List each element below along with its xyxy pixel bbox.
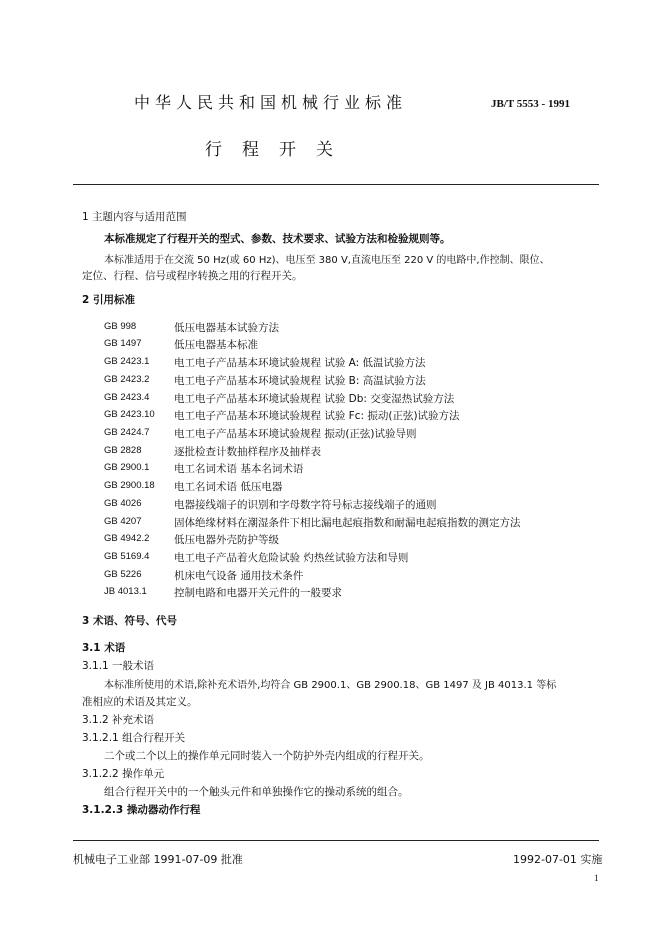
reference-title: 低压电器外壳防护等级 <box>174 534 279 546</box>
reference-code: GB 2423.4 <box>104 392 150 403</box>
section-3-1-heading: 3.1 术语 <box>82 642 126 654</box>
section-1-paragraph-2-line-1: 本标准适用于在交流 50 Hz(或 60 Hz)、电压至 380 V,直流电压至 220 V 的电路中,作控制、限位、 <box>104 255 550 266</box>
document-title: 行程开关 <box>205 140 353 160</box>
reference-title: 电器接线端子的识别和字母数字符号标志接线端子的通则 <box>174 499 437 511</box>
reference-title: 电工电子产品基本环境试验规程 试验 A: 低温试验方法 <box>174 357 426 369</box>
implementation-date: 1992-07-01 实施 <box>513 853 603 866</box>
reference-title: 逐批检查计数抽样程序及抽样表 <box>174 446 321 458</box>
reference-title: 电工电子产品基本环境试验规程 试验 Db: 交变湿热试验方法 <box>174 393 455 405</box>
reference-title: 电工电子产品着火危险试验 灼热丝试验方法和导则 <box>174 552 409 564</box>
section-3-1-2-heading: 3.1.2 补充术语 <box>82 714 155 726</box>
reference-code: GB 2423.1 <box>104 356 150 367</box>
reference-title: 电工电子产品基本环境试验规程 振动(正弦)试验导则 <box>174 428 417 440</box>
section-3-1-2-1-heading: 3.1.2.1 组合行程开关 <box>82 732 186 744</box>
section-3-1-1-paragraph-line-1: 本标准所使用的术语,除补充术语外,均符合 GB 2900.1、GB 2900.18、GB 1497 及 JB 4013.1 等标 <box>104 680 557 691</box>
issuing-body-title: 中华人民共和国机械行业标准 <box>134 93 408 112</box>
reference-code: GB 4026 <box>104 498 142 509</box>
reference-code: GB 2900.1 <box>104 462 150 473</box>
section-3-1-2-1-paragraph: 二个或二个以上的操作单元同时装入一个防护外壳内组成的行程开关。 <box>104 750 430 762</box>
reference-code: GB 2900.18 <box>104 480 155 491</box>
reference-title: 机床电气设备 通用技术条件 <box>174 570 304 582</box>
reference-code: GB 2424.7 <box>104 427 150 438</box>
standard-number: JB/T 5553 - 1991 <box>491 98 570 110</box>
section-1-heading: 1 主题内容与适用范围 <box>82 211 187 223</box>
section-3-1-2-2-paragraph: 组合行程开关中的一个触头元件和单独操作它的操动系统的组合。 <box>104 786 409 798</box>
section-1-paragraph-1: 本标准规定了行程开关的型式、参数、技术要求、试验方法和检验规则等。 <box>104 233 451 245</box>
reference-title: 控制电路和电器开关元件的一般要求 <box>174 587 342 599</box>
reference-code: GB 4942.2 <box>104 533 150 544</box>
section-3-1-2-2-heading: 3.1.2.2 操作单元 <box>82 768 165 780</box>
approval-line: 机械电子工业部 1991-07-09 批准 <box>73 853 243 866</box>
reference-code: GB 5169.4 <box>104 551 150 562</box>
reference-title: 电工电子产品基本环境试验规程 试验 Fc: 振动(正弦)试验方法 <box>174 410 460 422</box>
section-3-heading: 3 术语、符号、代号 <box>82 615 177 627</box>
reference-title: 低压电器基本试验方法 <box>174 322 279 334</box>
reference-code: GB 5226 <box>104 569 142 580</box>
reference-code: GB 4207 <box>104 516 142 527</box>
reference-code: JB 4013.1 <box>104 586 147 597</box>
reference-title: 固体绝缘材料在潮湿条件下相比漏电起痕指数和耐漏电起痕指数的测定方法 <box>174 517 521 529</box>
section-2-heading: 2 引用标准 <box>82 294 135 306</box>
reference-code: GB 998 <box>104 321 137 332</box>
page-number: 1 <box>594 873 599 883</box>
reference-title: 电工名词术语 基本名词术语 <box>174 463 304 475</box>
reference-title: 电工电子产品基本环境试验规程 试验 B: 高温试验方法 <box>174 375 426 387</box>
section-3-1-1-paragraph-line-2: 准相应的术语及其定义。 <box>82 696 198 708</box>
reference-title: 低压电器基本标准 <box>174 339 258 351</box>
reference-code: GB 2423.10 <box>104 409 155 420</box>
header-divider <box>73 184 599 185</box>
section-1-paragraph-2-line-2: 定位、行程、信号或程序转换之用的行程开关。 <box>82 270 303 282</box>
reference-code: GB 1497 <box>104 338 142 349</box>
section-3-1-1-heading: 3.1.1 一般术语 <box>82 660 155 672</box>
reference-code: GB 2828 <box>104 445 142 456</box>
reference-title: 电工名词术语 低压电器 <box>174 481 283 493</box>
reference-code: GB 2423.2 <box>104 374 150 385</box>
footer-divider <box>73 840 599 841</box>
section-3-1-2-3-heading: 3.1.2.3 操动器动作行程 <box>82 804 201 816</box>
